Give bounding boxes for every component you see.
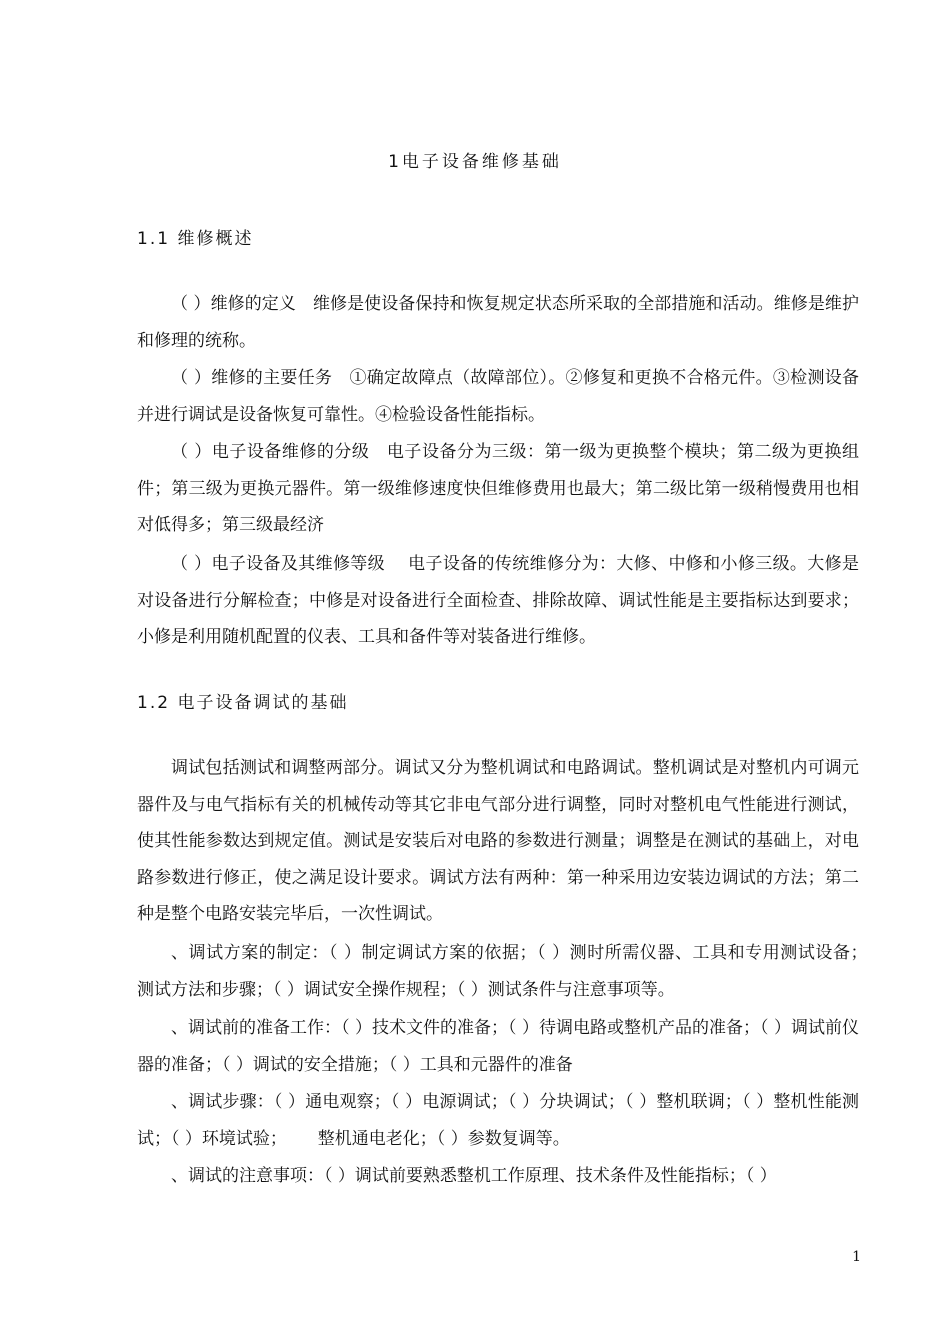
paragraph-debugging-intro: 调试包括测试和调整两部分。调试又分为整机调试和电路调试。整机调试是对整机内可调元器件及与电气指标有关的机械传动等其它非电气部分进行调整，同时对整机电气性能进行测试，使其性能参数达到规定值。测试是安装后对电路的参数进行测量；调整是在测试的基础上，对电路参数进行修正，使之满足设计要求。调试方法有两种：第一种采用边安装边调试的方法；第二种是整个电路安装完毕后，一次性调试。 — [137, 758, 859, 924]
section-heading-1-2: 1.2 电子设备调试的基础 — [137, 693, 349, 713]
page-number: 1 — [852, 1249, 861, 1265]
paragraph-maintenance-levels: （ ）电子设备维修的分级 电子设备分为三级：第一级为更换整个模块；第二级为更换组件；第三级为更换元器件。第一级维修速度快但维修费用也最大；第二级比第一级稍慢费用也相对低得多；第三级最经济 — [137, 442, 859, 535]
paragraph-maintenance-grades: （ ）电子设备及其维修等级 电子设备的传统维修分为：大修、中修和小修三级。大修是对设备进行分解检查；中修是对设备进行全面检查、排除故障、调试性能是主要指标达到要求；小修是利用随机配置的仪表、工具和备件等对装备进行维修。 — [137, 554, 859, 647]
paragraph-debugging-notes: 、调试的注意事项：（ ）调试前要熟悉整机工作原理、技术条件及性能指标；（ ） — [171, 1166, 777, 1186]
paragraph-maintenance-definition: （ ）维修的定义 维修是使设备保持和恢复规定状态所采取的全部措施和活动。维修是维护和修理的统称。 — [137, 294, 859, 351]
paragraph-maintenance-tasks: （ ）维修的主要任务 ①确定故障点（故障部位）。②修复和更换不合格元件。③检测设备并进行调试是设备恢复可靠性。④检验设备性能指标。 — [137, 368, 859, 425]
paragraph-debugging-preparation: 、调试前的准备工作：（ ）技术文件的准备；（ ）待调电路或整机产品的准备；（ ）调试前仪器的准备；（ ）调试的安全措施；（ ）工具和元器件的准备 — [137, 1018, 859, 1075]
chapter-title: 1电子设备维修基础 — [388, 152, 562, 172]
paragraph-debugging-plan: 、调试方案的制定：（ ）制定调试方案的依据；（ ）测时所需仪器、工具和专用测试设备； 测试方法和步骤；（ ）调试安全操作规程；（ ）测试条件与注意事项等。 — [137, 943, 899, 1000]
paragraph-debugging-steps: 、调试步骤：（ ）通电观察；（ ）电源调试；（ ）分块调试；（ ）整机联调；（ ）整机性能测试；（ ）环境试验； 整机通电老化；（ ）参数复调等。 — [137, 1092, 859, 1149]
section-heading-1-1: 1.1 维修概述 — [137, 229, 254, 249]
